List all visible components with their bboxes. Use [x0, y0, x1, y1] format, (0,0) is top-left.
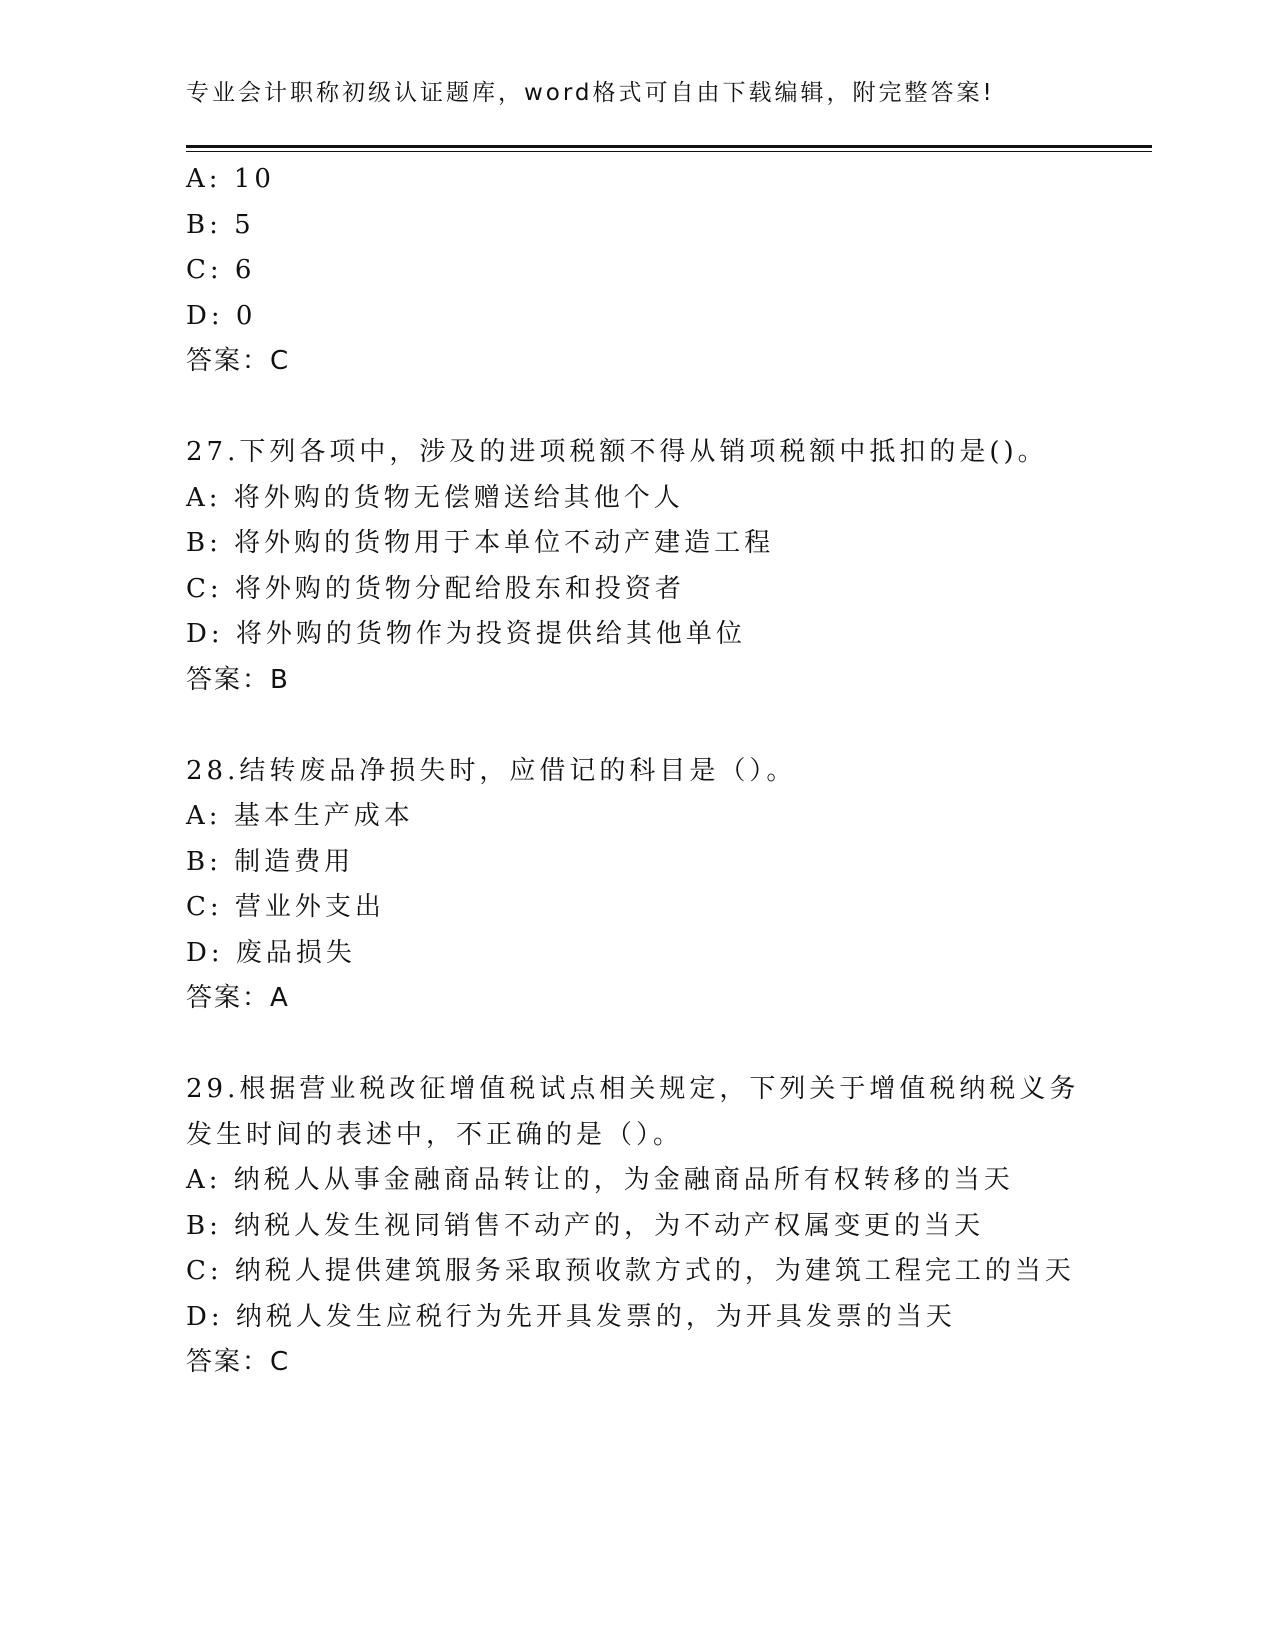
answer-line: 答案：C — [186, 346, 291, 376]
question-text: 下列各项中，涉及的进项税额不得从销项税额中抵扣的是()。 — [239, 437, 1048, 467]
option-b: B: 制造费用 — [186, 846, 355, 877]
question-block-29 — [186, 1067, 1152, 1386]
option-c: C: 将外购的货物分配给股东和投资者 — [186, 573, 685, 604]
option-d: D: 0 — [186, 300, 257, 331]
page-header-title: 专业会计职称初级认证题库，word格式可自由下载编辑，附完整答案! — [186, 80, 995, 106]
header-rule-thin — [186, 151, 1152, 152]
question-number: 29. — [186, 1074, 240, 1104]
answer-line: 答案：A — [186, 983, 290, 1013]
option-a: A: 纳税人从事金融商品转让的，为金融商品所有权转移的当天 — [186, 1165, 1014, 1195]
question-spacer — [186, 703, 1152, 749]
option-a: A: 基本生产成本 — [186, 801, 414, 831]
question-stem — [186, 1067, 1086, 1158]
question-block-27 — [186, 430, 1152, 703]
question-spacer — [186, 1022, 1152, 1068]
question-stem — [186, 430, 1152, 476]
header-rule-thick — [186, 145, 1152, 148]
option-a: A: 10 — [186, 164, 275, 194]
option-c: C: 6 — [186, 255, 256, 285]
option-d: D: 将外购的货物作为投资提供给其他单位 — [186, 619, 746, 649]
option-d: D: 废品损失 — [186, 937, 356, 968]
option-b: B: 5 — [186, 209, 255, 240]
answer-line: 答案：C — [186, 1347, 291, 1377]
question-stem — [186, 749, 1152, 795]
option-b: B: 将外购的货物用于本单位不动产建造工程 — [186, 528, 775, 558]
question-number: 27. — [186, 437, 240, 467]
answer-line: 答案：B — [186, 664, 290, 695]
option-b: B: 纳税人发生视同销售不动产的，为不动产权属变更的当天 — [186, 1210, 985, 1241]
option-a: A: 将外购的货物无偿赠送给其他个人 — [186, 482, 684, 513]
option-c: C: 营业外支出 — [186, 892, 385, 922]
question-block-continued — [186, 157, 1152, 385]
question-text: 根据营业税改征增值税试点相关规定，下列关于增值税纳税义务发生时间的表述中，不正确的是（）。 — [186, 1074, 1080, 1150]
question-number: 28. — [186, 755, 240, 786]
question-block-28 — [186, 749, 1152, 1022]
option-c: C: 纳税人提供建筑服务采取预收款方式的，为建筑工程完工的当天 — [186, 1256, 1075, 1286]
option-d: D: 纳税人发生应税行为先开具发票的，为开具发票的当天 — [186, 1301, 956, 1332]
question-list — [186, 157, 1152, 1386]
question-text: 结转废品净损失时，应借记的科目是（）。 — [239, 755, 797, 786]
question-spacer — [186, 385, 1152, 431]
